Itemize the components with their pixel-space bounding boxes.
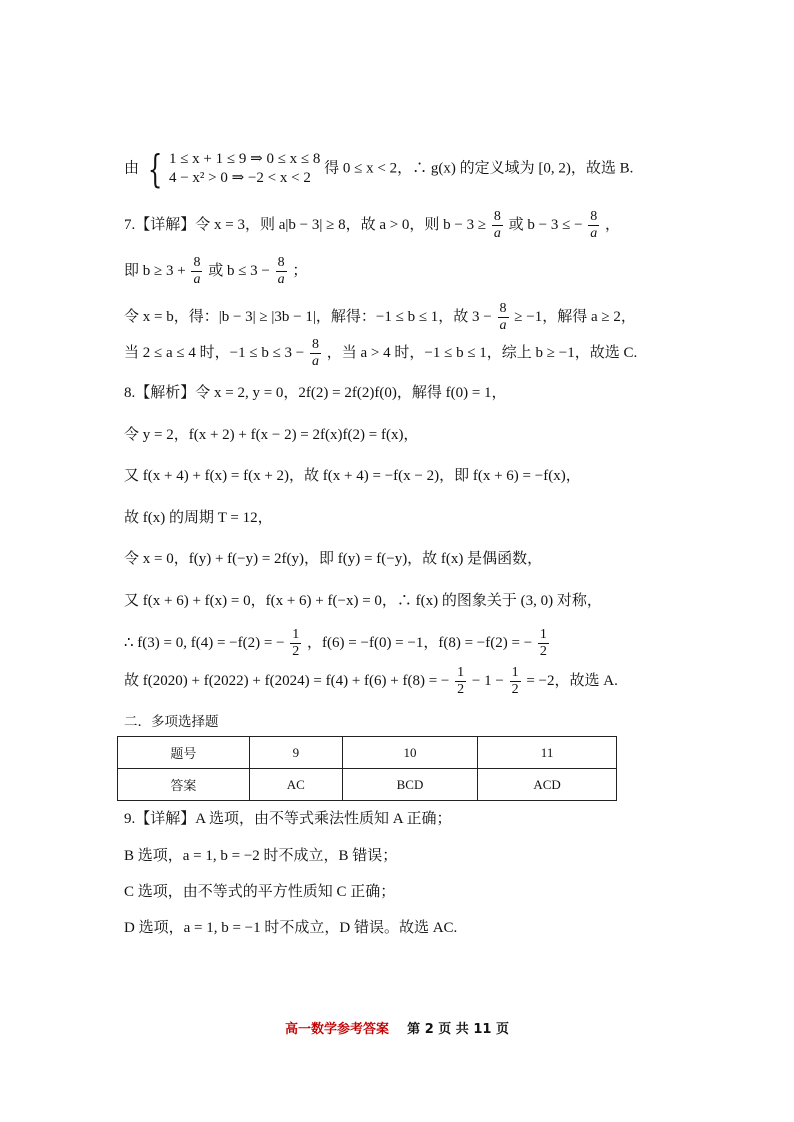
frac-num: 8 [277,255,285,270]
q8-line-3: 又 f(x + 4) + f(x) = f(x + 2)，故 f(x + 4) = −f(x − 2)，即 f(x + 6) = −f(x)， [124,468,581,484]
q9-line-1: 9.【详解】A 选项，由不等式乘法性质知 A 正确； [124,811,452,827]
q6-conclusion-line [124,147,634,191]
table-cell: ACD [478,769,617,801]
frac-num: 8 [493,209,501,224]
fraction-1-over-2 [510,666,521,697]
table-cell: 答案 [118,769,250,801]
inequality-system [143,147,321,191]
q7-line-2-text-a: 即 b ≥ 3 + [124,262,186,279]
q8-line-2: 令 y = 2，f(x + 2) + f(x − 2) = 2f(x)f(2) = f(x)， [124,427,419,443]
q8-line-8 [124,666,618,697]
table-cell: 11 [478,737,617,769]
q8-line-7-text-b: ，f(6) = −f(0) = −1，f(8) = −f(2) = − [307,634,533,651]
frac-den: 2 [292,644,300,659]
q6-prefix: 由 [124,160,140,177]
q7-line-3 [124,302,636,333]
q9-line-2: B 选项，a = 1, b = −2 时不成立，B 错误； [124,848,398,864]
q8-line-7 [124,628,551,659]
table-cell: 题号 [118,737,250,769]
fraction-8-over-a [492,210,503,241]
section-title-multiple-choice: 二．多项选择题 [124,714,219,730]
table-row [118,769,617,801]
fraction-8-over-a [498,302,509,333]
q8-line-5: 令 x = 0，f(y) + f(−y) = 2f(y)，即 f(y) = f(−y)，故 f(x) 是偶函数， [124,551,543,567]
fraction-1-over-2 [290,628,301,659]
q7-line-3-text-a: 令 x = b，得：|b − 3| ≥ |3b − 1|，解得：−1 ≤ b ≤ 1，故 3 − [124,308,492,325]
footer-doc-label: 高一数学参考答案 [285,1022,390,1037]
system-line-2: 4 − x² > 0 ⇒ −2 < x < 2 [168,170,311,186]
frac-den: 2 [457,682,465,697]
table-cell: BCD [342,769,477,801]
frac-den: a [312,354,320,369]
frac-num: 8 [499,301,507,316]
fraction-8-over-a [588,210,599,241]
q9-line-4: D 选项，a = 1, b = −1 时不成立，D 错误。故选 AC. [124,920,458,936]
q9-line-3: C 选项，由不等式的平方性质知 C 正确； [124,884,396,900]
left-brace: { [147,147,163,191]
fraction-1-over-2 [455,666,466,697]
q8-line-8-text-a: 故 f(2020) + f(2022) + f(2024) = f(4) + f(6) + f(8) = − [124,672,450,689]
q8-line-1: 8.【解析】令 x = 2, y = 0，2f(2) = 2f(2)f(0)，解得 f(0) = 1， [124,385,507,401]
frac-num: 1 [539,627,547,642]
table-row [118,737,617,769]
q7-line-1-text-c: ， [605,216,621,233]
frac-num: 1 [457,665,465,680]
q7-line-1-text-a: 7.【详解】令 x = 3，则 a|b − 3| ≥ 8，故 a > 0，则 b − 3 ≥ [124,216,487,233]
frac-num: 8 [193,255,201,270]
fraction-8-over-a [310,338,321,369]
q8-line-6: 又 f(x + 6) + f(x) = 0，f(x + 6) + f(−x) = 0，∴ f(x) 的图象关于 (3, 0) 对称， [124,593,602,609]
q7-line-1 [124,210,620,241]
fraction-8-over-a [276,256,287,287]
q7-line-2 [124,256,307,287]
frac-den: a [590,226,598,241]
fraction-8-over-a [191,256,202,287]
table-cell: AC [249,769,342,801]
q7-line-4-text-b: ，当 a > 4 时，−1 ≤ b ≤ 1，综上 b ≥ −1，故选 C. [326,344,638,361]
frac-den: a [277,272,285,287]
q7-line-3-text-b: ≥ −1，解得 a ≥ 2， [514,308,636,325]
frac-den: a [193,272,201,287]
footer-page-number: 第 2 页 共 11 页 [407,1022,509,1037]
frac-num: 1 [511,665,519,680]
system-line-1: 1 ≤ x + 1 ≤ 9 ⇒ 0 ≤ x ≤ 8 [168,151,321,167]
table-cell: 10 [342,737,477,769]
q6-rest: 得 0 ≤ x < 2，∴ g(x) 的定义域为 [0, 2)，故选 B. [324,160,634,177]
q8-line-8-text-b: − 1 − [471,672,504,689]
frac-den: a [493,226,501,241]
page-footer [0,1018,794,1037]
q8-line-4: 故 f(x) 的周期 T = 12， [124,510,273,526]
q7-line-2-text-c: ； [292,262,308,279]
frac-den: 2 [511,682,519,697]
q8-line-7-text-a: ∴ f(3) = 0, f(4) = −f(2) = − [124,634,285,651]
q7-line-1-text-b: 或 b − 3 ≤ − [508,216,583,233]
frac-num: 1 [292,627,300,642]
frac-num: 8 [312,337,320,352]
q8-line-8-text-c: = −2，故选 A. [526,672,618,689]
q7-line-4 [124,338,637,369]
frac-den: a [499,318,507,333]
fraction-1-over-2 [538,628,549,659]
answer-table [117,736,617,801]
q7-line-4-text-a: 当 2 ≤ a ≤ 4 时，−1 ≤ b ≤ 3 − [124,344,305,361]
table-cell: 9 [249,737,342,769]
frac-num: 8 [590,209,598,224]
q7-line-2-text-b: 或 b ≤ 3 − [208,262,270,279]
frac-den: 2 [539,644,547,659]
